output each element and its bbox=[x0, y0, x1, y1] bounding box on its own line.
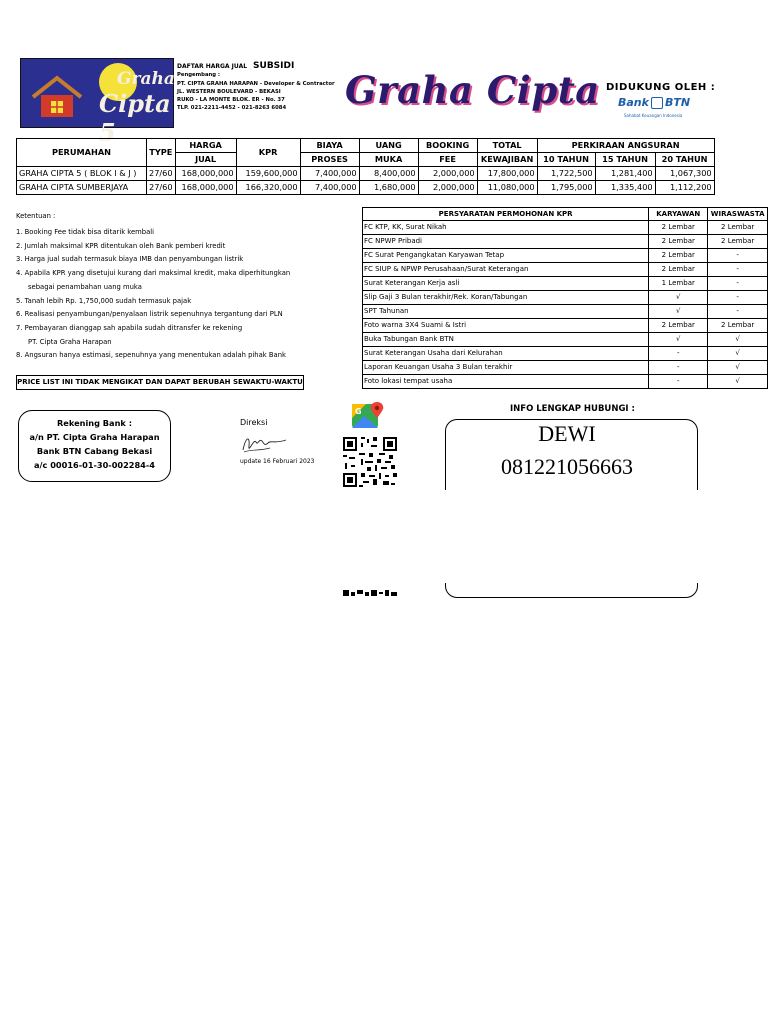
row-harga: 168,000,000 bbox=[175, 167, 236, 181]
row-booking: 2,000,000 bbox=[418, 181, 477, 195]
req-wiraswasta: √ bbox=[708, 361, 768, 375]
table-row bbox=[363, 221, 768, 235]
req-wiraswasta: 2 Lembar bbox=[708, 221, 768, 235]
req-karyawan: √ bbox=[649, 305, 708, 319]
logo-line2: Cipta 5 bbox=[99, 89, 171, 147]
req-wiraswasta: 2 Lembar bbox=[708, 235, 768, 249]
req-karyawan: 2 Lembar bbox=[649, 235, 708, 249]
row-name: GRAHA CIPTA SUMBERJAYA bbox=[17, 181, 147, 195]
term-item: 7. Pembayaran dianggap sah apabila sudah ditransfer ke rekening bbox=[16, 323, 243, 332]
svg-text:G: G bbox=[355, 407, 362, 416]
address-line2: RUKO - LA MONTE BLOK. ER - No. 37 bbox=[177, 97, 285, 104]
table-row bbox=[363, 305, 768, 319]
brand-title: Graha Cipta bbox=[345, 68, 600, 112]
col-type: TYPE bbox=[147, 139, 176, 167]
req-wiraswasta: 2 Lembar bbox=[708, 319, 768, 333]
contact-box-bottom bbox=[445, 583, 698, 598]
col-10-tahun: 10 TAHUN bbox=[537, 153, 595, 167]
row-kpr: 166,320,000 bbox=[236, 181, 300, 195]
col-kpr: KPR bbox=[236, 139, 300, 167]
qr-code-fragment bbox=[343, 590, 397, 596]
table-row bbox=[363, 319, 768, 333]
req-wiraswasta: - bbox=[708, 263, 768, 277]
developer-label: Pengembang : bbox=[177, 72, 221, 79]
req-wiraswasta: - bbox=[708, 249, 768, 263]
table-row bbox=[363, 333, 768, 347]
table-row bbox=[363, 249, 768, 263]
col-perumahan: PERUMAHAN bbox=[17, 139, 147, 167]
developer-name: PT. CIPTA GRAHA HARAPAN - Developer & Contractor bbox=[177, 80, 335, 87]
col-harga-1: HARGA bbox=[175, 139, 236, 153]
table-row bbox=[363, 291, 768, 305]
row-t15: 1,335,400 bbox=[595, 181, 655, 195]
req-wiraswasta: - bbox=[708, 305, 768, 319]
req-karyawan: 1 Lembar bbox=[649, 277, 708, 291]
qr-code[interactable] bbox=[343, 437, 397, 487]
col-total-2: KEWAJIBAN bbox=[477, 153, 537, 167]
col-booking-1: BOOKING bbox=[418, 139, 477, 153]
req-col-wiraswasta: WIRASWASTA bbox=[708, 208, 768, 221]
bank-branch: Bank BTN Cabang Bekasi bbox=[36, 446, 153, 456]
table-row bbox=[363, 277, 768, 291]
col-uang-2: MUKA bbox=[359, 153, 418, 167]
graha-cipta-5-logo bbox=[20, 58, 175, 147]
col-biaya-2: PROSES bbox=[300, 153, 359, 167]
term-item: 4. Apabila KPR yang disetujui kurang dari maksimal kredit, maka diperhitungkan bbox=[16, 269, 291, 278]
req-item: Surat Keterangan Usaha dari Kelurahan bbox=[363, 347, 649, 361]
bank-title: Rekening Bank : bbox=[57, 418, 132, 428]
table-row bbox=[363, 347, 768, 361]
req-karyawan: 2 Lembar bbox=[649, 319, 708, 333]
bank-holder: a/n PT. Cipta Graha Harapan bbox=[29, 432, 160, 442]
req-karyawan: √ bbox=[649, 333, 708, 347]
table-row bbox=[363, 375, 768, 389]
term-item: 1. Booking Fee tidak bisa ditarik kembali bbox=[16, 228, 155, 236]
req-wiraswasta: √ bbox=[708, 347, 768, 361]
row-uang: 8,400,000 bbox=[359, 167, 418, 181]
info-title: INFO LENGKAP HUBUNGI : bbox=[510, 404, 635, 414]
req-karyawan: 2 Lembar bbox=[649, 249, 708, 263]
req-item: Laporan Keuangan Usaha 3 Bulan terakhir bbox=[363, 361, 649, 375]
signature bbox=[240, 432, 288, 456]
disclaimer-box: PRICE LIST INI TIDAK MENGIKAT DAN DAPAT BERUBAH SEWAKTU-WAKTU bbox=[16, 375, 304, 390]
col-booking-2: FEE bbox=[418, 153, 477, 167]
col-20-tahun: 20 TAHUN bbox=[655, 153, 714, 167]
term-item: sebagai penambahan uang muka bbox=[28, 282, 142, 291]
btn-house-icon bbox=[651, 97, 663, 109]
direksi-label: Direksi bbox=[240, 418, 268, 427]
bank-account-box bbox=[18, 410, 171, 482]
req-item: FC Surat Pengangkatan Karyawan Tetap bbox=[363, 249, 649, 263]
col-uang-1: UANG bbox=[359, 139, 418, 153]
bank-account: a/c 00016-01-30-002284-4 bbox=[34, 460, 155, 470]
term-item: 2. Jumlah maksimal KPR ditentukan oleh Bank pemberi kredit bbox=[16, 241, 226, 250]
req-wiraswasta: - bbox=[708, 291, 768, 305]
logo-line1: Graha bbox=[117, 69, 175, 89]
requirements-table bbox=[362, 207, 768, 389]
table-row bbox=[17, 167, 715, 181]
req-item: Foto warna 3X4 Suami & Istri bbox=[363, 319, 649, 333]
req-karyawan: 2 Lembar bbox=[649, 263, 708, 277]
row-type: 27/60 bbox=[147, 181, 176, 195]
row-t10: 1,722,500 bbox=[537, 167, 595, 181]
col-angsuran: PERKIRAAN ANGSURAN bbox=[537, 139, 714, 153]
req-wiraswasta: √ bbox=[708, 375, 768, 389]
table-row bbox=[363, 361, 768, 375]
company-info bbox=[177, 61, 335, 113]
contact-phone[interactable]: 081221056663 bbox=[501, 454, 633, 479]
row-t15: 1,281,400 bbox=[595, 167, 655, 181]
col-15-tahun: 15 TAHUN bbox=[595, 153, 655, 167]
req-karyawan: √ bbox=[649, 291, 708, 305]
row-t10: 1,795,000 bbox=[537, 181, 595, 195]
row-biaya: 7,400,000 bbox=[300, 167, 359, 181]
btn-tagline: Sahabat Keuangan Indonesia bbox=[624, 113, 683, 118]
req-karyawan: 2 Lembar bbox=[649, 221, 708, 235]
table-row bbox=[363, 263, 768, 277]
req-item: FC SIUP & NPWP Perusahaan/Surat Keterangan bbox=[363, 263, 649, 277]
row-kpr: 159,600,000 bbox=[236, 167, 300, 181]
row-name: GRAHA CIPTA 5 ( BLOK I & J ) bbox=[17, 167, 147, 181]
price-list-label: DAFTAR HARGA JUAL bbox=[177, 63, 248, 70]
req-item: Slip Gaji 3 Bulan terakhir/Rek. Koran/Tabungan bbox=[363, 291, 649, 305]
col-harga-2: JUAL bbox=[175, 153, 236, 167]
row-total: 17,800,000 bbox=[477, 167, 537, 181]
req-karyawan: - bbox=[649, 347, 708, 361]
terms-list bbox=[16, 226, 346, 363]
row-t20: 1,067,300 bbox=[655, 167, 714, 181]
price-table bbox=[16, 138, 715, 195]
term-item: 6. Realisasi penyambungan/penyalaan listrik sepenuhnya tergantung dari PLN bbox=[16, 310, 283, 319]
company-phone: TLP. 021-2211-4452 - 021-8263 6084 bbox=[177, 105, 287, 112]
row-harga: 168,000,000 bbox=[175, 181, 236, 195]
req-item: FC NPWP Pribadi bbox=[363, 235, 649, 249]
term-item: 8. Angsuran hanya estimasi, sepenuhnya yang menentukan adalah pihak Bank bbox=[16, 351, 286, 360]
req-karyawan: - bbox=[649, 361, 708, 375]
term-item: PT. Cipta Graha Harapan bbox=[28, 337, 112, 346]
req-wiraswasta: - bbox=[708, 277, 768, 291]
row-type: 27/60 bbox=[147, 167, 176, 181]
google-maps-icon[interactable] bbox=[352, 401, 386, 429]
contact-name: DEWI bbox=[538, 421, 596, 446]
table-row bbox=[17, 181, 715, 195]
term-item: 5. Tanah lebih Rp. 1,750,000 sudah termasuk pajak bbox=[16, 296, 192, 305]
row-biaya: 7,400,000 bbox=[300, 181, 359, 195]
row-t20: 1,112,200 bbox=[655, 181, 714, 195]
house-icon bbox=[31, 75, 83, 119]
req-col-karyawan: KARYAWAN bbox=[649, 208, 708, 221]
req-item: Surat Keterangan Kerja asli bbox=[363, 277, 649, 291]
row-total: 11,080,000 bbox=[477, 181, 537, 195]
col-biaya-1: BIAYA bbox=[300, 139, 359, 153]
req-col-item: PERSYARATAN PERMOHONAN KPR bbox=[363, 208, 649, 221]
row-uang: 1,680,000 bbox=[359, 181, 418, 195]
bank-name: BTN bbox=[664, 96, 691, 109]
terms-title: Ketentuan : bbox=[16, 212, 56, 220]
req-item: Buka Tabungan Bank BTN bbox=[363, 333, 649, 347]
req-item: FC KTP, KK, Surat Nikah bbox=[363, 221, 649, 235]
bank-prefix: Bank bbox=[618, 96, 649, 109]
col-total-1: TOTAL bbox=[477, 139, 537, 153]
subsidi-label: SUBSIDI bbox=[253, 61, 295, 71]
term-item: 3. Harga jual sudah termasuk biaya IMB dan penyambungan listrik bbox=[16, 255, 244, 264]
btn-logo bbox=[618, 96, 690, 109]
req-item: SPT Tahunan bbox=[363, 305, 649, 319]
update-date: update 16 Februari 2023 bbox=[240, 458, 315, 465]
table-row bbox=[363, 235, 768, 249]
row-booking: 2,000,000 bbox=[418, 167, 477, 181]
req-wiraswasta: √ bbox=[708, 333, 768, 347]
req-item: Foto lokasi tempat usaha bbox=[363, 375, 649, 389]
address-line1: JL. WESTERN BOULEVARD - BEKASI bbox=[177, 88, 281, 95]
req-karyawan: - bbox=[649, 375, 708, 389]
support-title: DIDUKUNG OLEH : bbox=[606, 82, 716, 93]
